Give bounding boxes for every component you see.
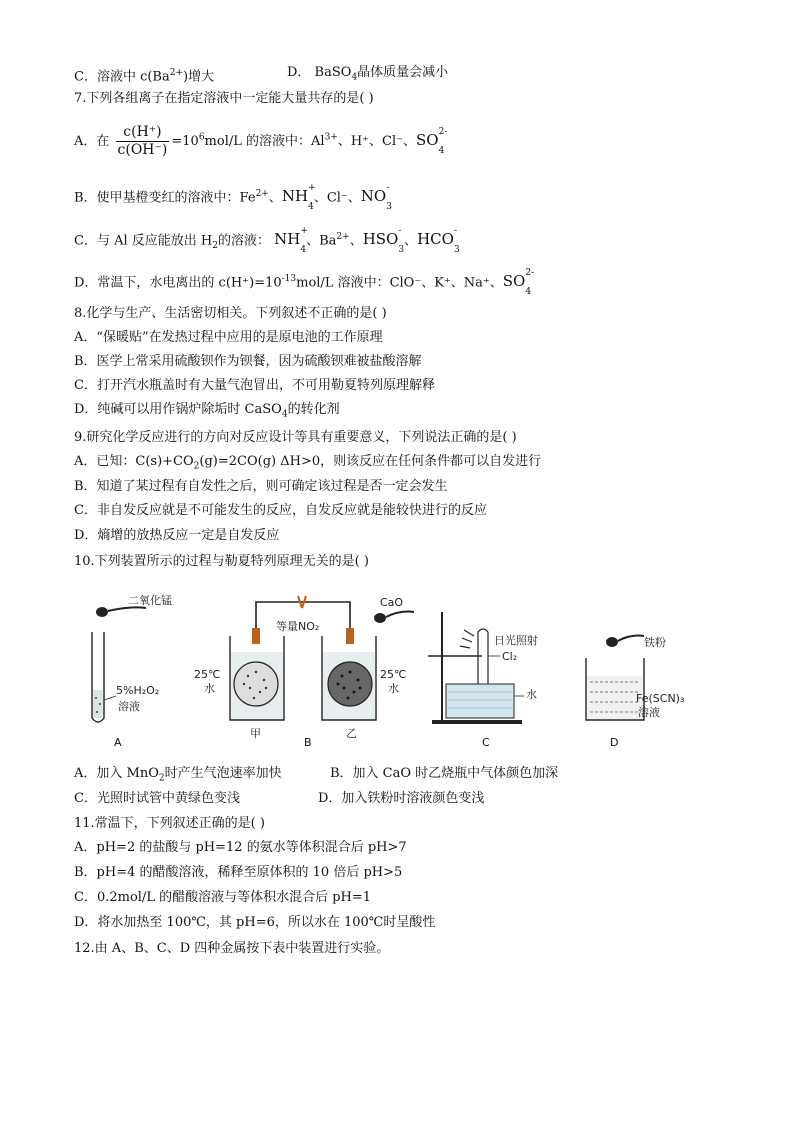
label-iron: 铁粉 bbox=[644, 636, 666, 649]
q8-option-d: D．纯碱可以用作锅炉除垢时 CaSO$_4$的转化剂 bbox=[74, 402, 340, 420]
q10-stem: 10.下列装置所示的过程与勒夏特列原理无关的是( ) bbox=[74, 554, 369, 569]
q8-option-a: A．“保暖贴”在发热过程中应用的是原电池的工作原理 bbox=[74, 330, 383, 345]
apparatus-d bbox=[586, 635, 684, 749]
label-water-c: 水 bbox=[526, 688, 537, 701]
label-mno2: 二氧化锰 bbox=[128, 594, 172, 607]
spoon-d-icon bbox=[606, 637, 618, 647]
label-cl2: Cl₂ bbox=[502, 650, 518, 663]
label-temp-right: 25℃ bbox=[380, 668, 407, 681]
q7-option-d: D．常温下，水电离出的 $c(H^+)=10^{-13}mol/L$ 溶液中：ClO⁻、K⁺、Na⁺、SO 2- $_4$ bbox=[74, 268, 535, 298]
q11-option-c: C．0.2mol/L 的醋酸溶液与等体积水混合后 pH=1 bbox=[74, 890, 372, 905]
apparatus-c bbox=[428, 612, 538, 749]
q6-option-c: C．溶液中 $c(Ba^{2+})$增大 bbox=[74, 68, 215, 85]
spoon-b-icon bbox=[374, 613, 386, 623]
label-yi: 乙 bbox=[346, 727, 357, 740]
q9-option-a: A．已知：$C(s)+CO_2(g)=2CO(g)$ ΔH>0，则该反应在任何条件都可以自发进行 bbox=[74, 454, 542, 472]
q11-option-d: D．将水加热至 100℃，其 pH=6，所以水在 100℃时呈酸性 bbox=[74, 915, 436, 930]
label-fescn: Fe(SCN)₃ bbox=[636, 692, 685, 705]
label-jia: 甲 bbox=[250, 727, 261, 740]
q10-option-a: A．加入 MnO$_2$时产生气泡速率加快 bbox=[74, 766, 282, 784]
label-water-right: 水 bbox=[388, 682, 399, 695]
q10-apparatus-figure bbox=[84, 592, 724, 752]
q11-option-a: A．pH=2 的盐酸与 pH=12 的氨水等体积混合后 pH>7 bbox=[74, 840, 407, 855]
q10-option-d: D．加入铁粉时溶液颜色变浅 bbox=[318, 791, 485, 806]
label-sunlight: 日光照射 bbox=[494, 634, 538, 647]
label-h2o2-solution: 溶液 bbox=[118, 700, 140, 713]
label-a: A bbox=[114, 736, 122, 749]
apparatus-b bbox=[194, 596, 414, 749]
apparatus-a bbox=[92, 593, 172, 749]
q7-option-b: B．使甲基橙变红的溶液中：$Fe^{2+}$、NH + $_4$、Cl⁻、NO - $_3$ bbox=[74, 183, 392, 213]
label-c: C bbox=[482, 736, 490, 749]
label-no2: 等量NO₂ bbox=[276, 620, 320, 633]
q7-stem: 7.下列各组离子在指定溶液中一定能大量共存的是( ) bbox=[74, 91, 374, 106]
q11-option-b: B．pH=4 的醋酸溶液，稀释至原体积的 10 倍后 pH>5 bbox=[74, 865, 403, 880]
sunlight-rays-icon bbox=[460, 630, 474, 648]
q7-option-c: C．与 Al 反应能放出 $H_2$的溶液： NH + $_4$、$Ba^{2+}$、HSO - $_3$、HCO - $_3$ bbox=[74, 226, 460, 256]
q10-option-b: B．加入 CaO 时乙烧瓶中气体颜色加深 bbox=[330, 766, 559, 781]
label-cao: CaO bbox=[380, 596, 404, 609]
q9-option-c: C．非自发反应就是不可能发生的反应，自发反应就是能较快进行的反应 bbox=[74, 503, 487, 518]
q12-stem: 12.由 A、B、C、D 四种金属按下表中装置进行实验。 bbox=[74, 941, 390, 956]
label-d: D bbox=[610, 736, 619, 749]
q8-option-c: C．打开汽水瓶盖时有大量气泡冒出，不可用勒夏特列原理解释 bbox=[74, 378, 435, 393]
q11-stem: 11.常温下，下列叙述正确的是( ) bbox=[74, 816, 265, 831]
q10-option-c: C．光照时试管中黄绿色变浅 bbox=[74, 791, 240, 806]
label-fescn-solution: 溶液 bbox=[638, 706, 660, 719]
q8-option-b: B．医学上常采用硫酸钡作为钡餐，因为硫酸钡难被盐酸溶解 bbox=[74, 354, 422, 369]
label-b: B bbox=[304, 736, 312, 749]
q9-option-d: D．熵增的放热反应一定是自发反应 bbox=[74, 528, 280, 543]
label-water-left: 水 bbox=[204, 682, 215, 695]
label-h2o2: 5%H₂O₂ bbox=[116, 684, 160, 697]
label-temp-left: 25℃ bbox=[194, 668, 221, 681]
q8-stem: 8.化学与生产、生活密切相关。下列叙述不正确的是( ) bbox=[74, 306, 387, 321]
q9-option-b: B．知道了某过程有自发性之后，则可确定该过程是否一定会发生 bbox=[74, 479, 448, 494]
spoon-a-icon bbox=[96, 607, 108, 617]
q9-stem: 9.研究化学反应进行的方向对反应设计等具有重要意义，下列说法正确的是( ) bbox=[74, 430, 517, 445]
q6-option-d: D． BaSO$_4$晶体质量会减小 bbox=[287, 65, 449, 83]
q7-option-a: A．在 $\frac{c(H^+)}{c(OH^-)}$ $=10^6mol/L$ 的溶液中：$Al^{3+}$、H⁺、Cl⁻、SO 2- $_4$ bbox=[74, 124, 448, 158]
q7-fraction: $\frac{c(H^+)}{c(OH^-)}$ bbox=[117, 124, 168, 158]
